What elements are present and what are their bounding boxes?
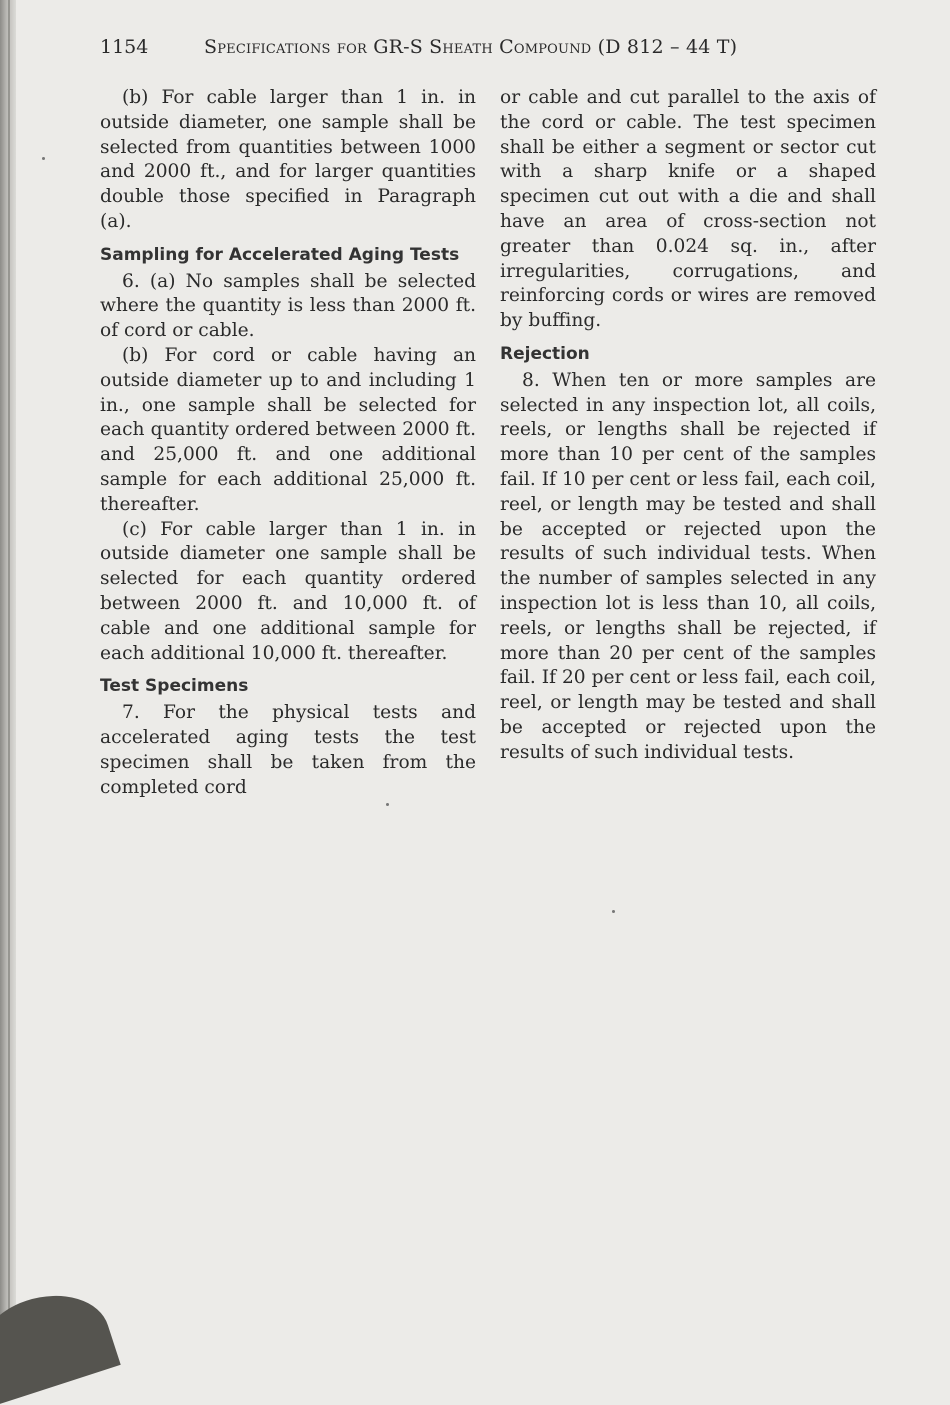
scanner-thumb-shadow [0, 1279, 121, 1405]
speck [612, 910, 615, 913]
page-number: 1154 [100, 36, 149, 58]
running-title: Specifications for GR-S Sheath Compound (D 812 – 44 T) [204, 36, 738, 58]
section-heading-rejection: Rejection [500, 343, 590, 364]
paragraph-5b: (b) For cable larger than 1 in. in outside diameter, one sample shall be selected from quantities between 1000 and 2000 ft., and for larger quantities double those specified in Paragraph (a). [100, 87, 476, 232]
paragraph-6a: 6. (a) No samples shall be selected where the quantity is less than 2000 ft. of cord or cable. [100, 270, 476, 342]
paragraph-8: 8. When ten or more samples are selected in any inspection lot, all coils, reels, or lengths shall be rejected if more than 10 per cent of the samples fail. If 10 per cent or less fail, each coil, reel, or length may be tested and shall be accepted or rejected upon the results of such individual tests. When the number of samples selected in any inspection lot is less than 10, all coils, reels, or lengths shall be rejected, if more than 20 per cent of the samples fail. If 20 per cent or less fail, each coil, reel, or length may be tested and shall be accepted or rejected upon the results of such individual tests. [500, 369, 876, 763]
paragraph-6b: (b) For cord or cable having an outside diameter up to and including 1 in., one sample shall be selected for each quantity ordered between 2000 ft. and 25,000 ft. and one additional sample for each additional 25,000 ft. thereafter. [100, 344, 476, 515]
paragraph-6c: (c) For cable larger than 1 in. in outside diameter one sample shall be selected for each quantity ordered between 2000 ft. and 10,000 ft. of cable and one additional sample for each additional 10,000 ft. thereafter. [100, 518, 476, 664]
right-column [500, 86, 876, 766]
section-heading-aging: Sampling for Accelerated Aging Tests [100, 244, 460, 265]
speck [42, 157, 45, 160]
section-heading-specimens: Test Specimens [100, 676, 249, 697]
paragraph-7-continued: or cable and cut parallel to the axis of the cord or cable. The test specimen shall be either a segment or sector cut with a sharp knife or a shaped specimen cut out with a die and shall have an area of cross-section not greater than 0.024 sq. in., after irregularities, corrugations, and reinforcing cords or wires are removed by buffing. [500, 87, 876, 332]
left-column [100, 86, 476, 800]
binding-line [8, 0, 10, 1347]
speck [386, 803, 389, 806]
paragraph-7-start: 7. For the physical tests and accelerated aging tests the test specimen shall be taken from the completed cord [100, 702, 476, 798]
running-header [100, 34, 880, 64]
